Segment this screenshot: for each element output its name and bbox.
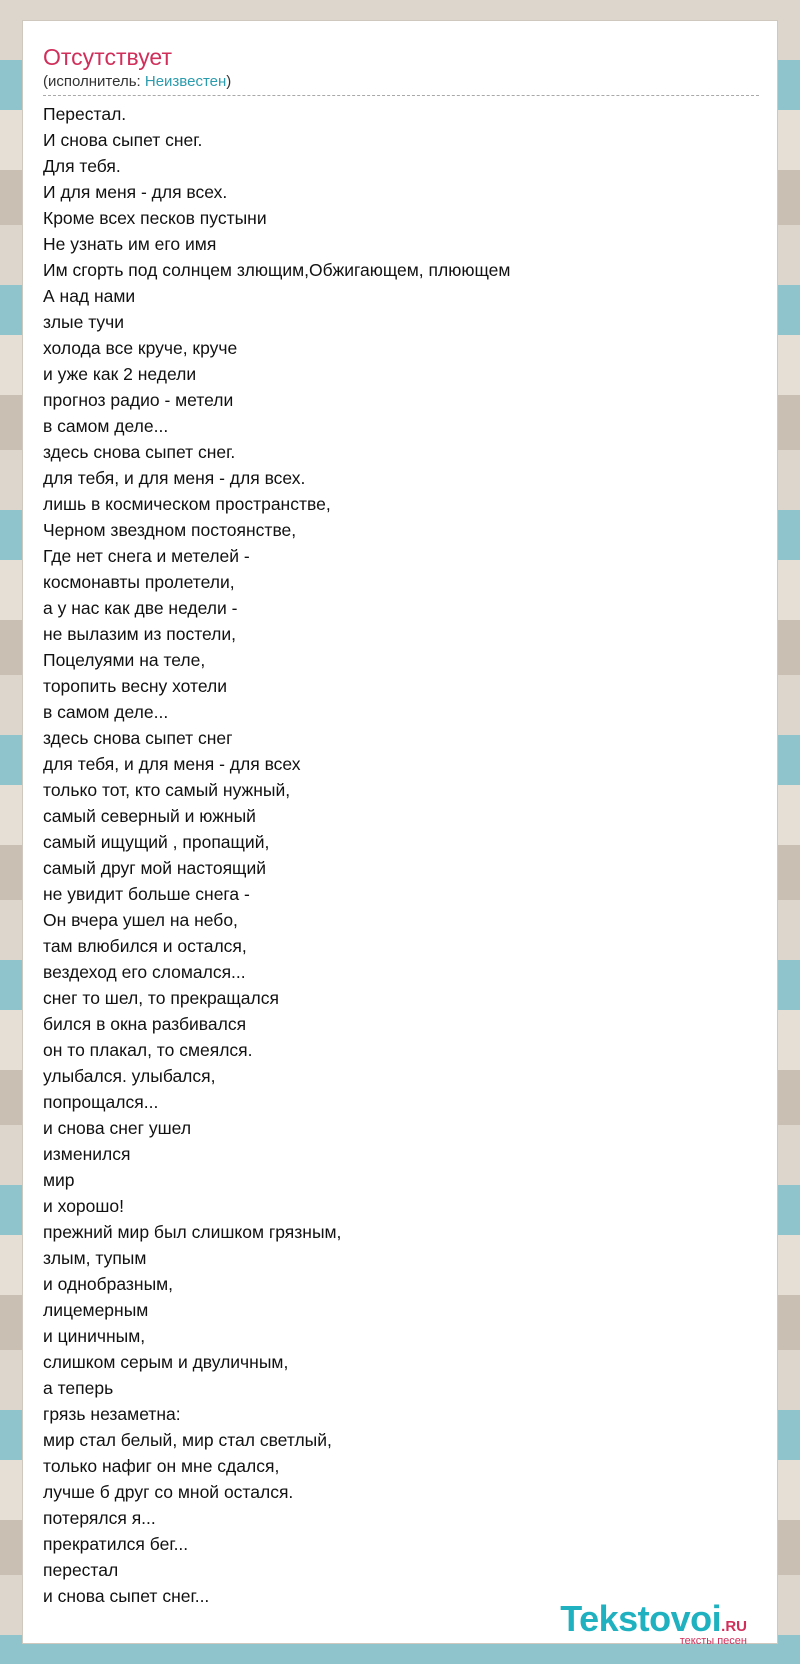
lyric-line: бился в окна разбивался [43,1014,247,1034]
lyric-line: и хорошо! [43,1196,125,1216]
site-logo[interactable] [560,1598,747,1647]
lyric-line: прогноз радио - метели [43,390,234,410]
lyric-line: самый друг мой настоящий [43,858,266,878]
lyric-line: И снова сыпет снег. [43,130,203,150]
lyric-line: и уже как 2 недели [43,364,197,384]
lyrics-text [43,101,763,1609]
lyric-line: и снова сыпет снег... [43,1586,210,1606]
lyric-line: прекратился бег... [43,1534,189,1554]
lyric-line: для тебя, и для меня - для всех. [43,468,306,488]
lyric-line: слишком серым и двуличным, [43,1352,289,1372]
lyric-line: потерялся я... [43,1508,156,1528]
lyric-line: Перестал. [43,104,127,124]
lyric-line: А над нами [43,286,136,306]
lyric-line: там влюбился и остался, [43,936,247,956]
lyric-line: торопить весну хотели [43,676,227,696]
artist-link[interactable]: Неизвестен [144,73,227,90]
artist-suffix: ) [226,73,232,90]
lyric-line: Поцелуями на теле, [43,650,206,670]
lyric-line: Им сгорть под солнцем злющим,Обжигающем, плюющем [43,260,511,280]
lyric-line: а у нас как две недели - [43,598,238,618]
lyric-line: злым, тупым [43,1248,147,1268]
lyric-line: мир стал белый, мир стал светлый, [43,1430,332,1450]
lyric-line: космонавты пролетели, [43,572,235,592]
song-title: Отсутствует [43,44,172,70]
lyric-line: здесь снова сыпет снег. [43,442,236,462]
lyric-line: а теперь [43,1378,114,1398]
lyric-line: не увидит больше снега - [43,884,250,904]
lyric-line: Черном звездном постоянстве, [43,520,297,540]
lyric-line: и снова снег ушел [43,1118,192,1138]
lyric-line: попрощался... [43,1092,159,1112]
lyric-line: прежний мир был слишком грязным, [43,1222,342,1242]
logo-wordmark: Tekstovoi [560,1598,722,1639]
lyric-line: вездеход его сломался... [43,962,246,982]
lyric-line: лишь в космическом пространстве, [43,494,331,514]
artist-line [43,72,231,92]
lyric-line: Кроме всех песков пустыни [43,208,267,228]
logo-tld: .RU [721,1618,747,1635]
lyric-line: улыбался. улыбался, [43,1066,216,1086]
lyric-line: снег то шел, то прекращался [43,988,279,1008]
lyric-line: Не узнать им его имя [43,234,217,254]
lyric-line: в самом деле... [43,416,169,436]
lyric-line: только нафиг он мне сдался, [43,1456,280,1476]
lyric-line: грязь незаметна: [43,1404,181,1424]
title-divider [43,95,759,96]
lyric-line: и циничным, [43,1326,146,1346]
lyric-line: самый северный и южный [43,806,256,826]
lyric-line: злые тучи [43,312,125,332]
lyric-line: перестал [43,1560,119,1580]
lyric-line: самый ищущий , пропащий, [43,832,270,852]
lyric-line: лучше б друг со мной остался. [43,1482,294,1502]
lyric-line: холода все круче, круче [43,338,238,358]
lyric-line: И для меня - для всех. [43,182,228,202]
lyric-line: Для тебя. [43,156,121,176]
logo-tagline: тексты песен [679,1635,747,1647]
lyric-line: Он вчера ушел на небо, [43,910,238,930]
lyric-line: он то плакал, то смеялся. [43,1040,253,1060]
lyric-line: в самом деле... [43,702,169,722]
lyric-line: лицемерным [43,1300,149,1320]
lyric-line: изменился [43,1144,131,1164]
lyric-line: Где нет снега и метелей - [43,546,250,566]
artist-prefix: (исполнитель: [43,73,145,90]
lyrics-card [22,20,778,1647]
lyric-line: и однобразным, [43,1274,174,1294]
lyric-line: не вылазим из постели, [43,624,237,644]
lyric-line: только тот, кто самый нужный, [43,780,291,800]
lyric-line: мир [43,1170,75,1190]
lyric-line: здесь снова сыпет снег [43,728,233,748]
lyric-line: для тебя, и для меня - для всех [43,754,301,774]
